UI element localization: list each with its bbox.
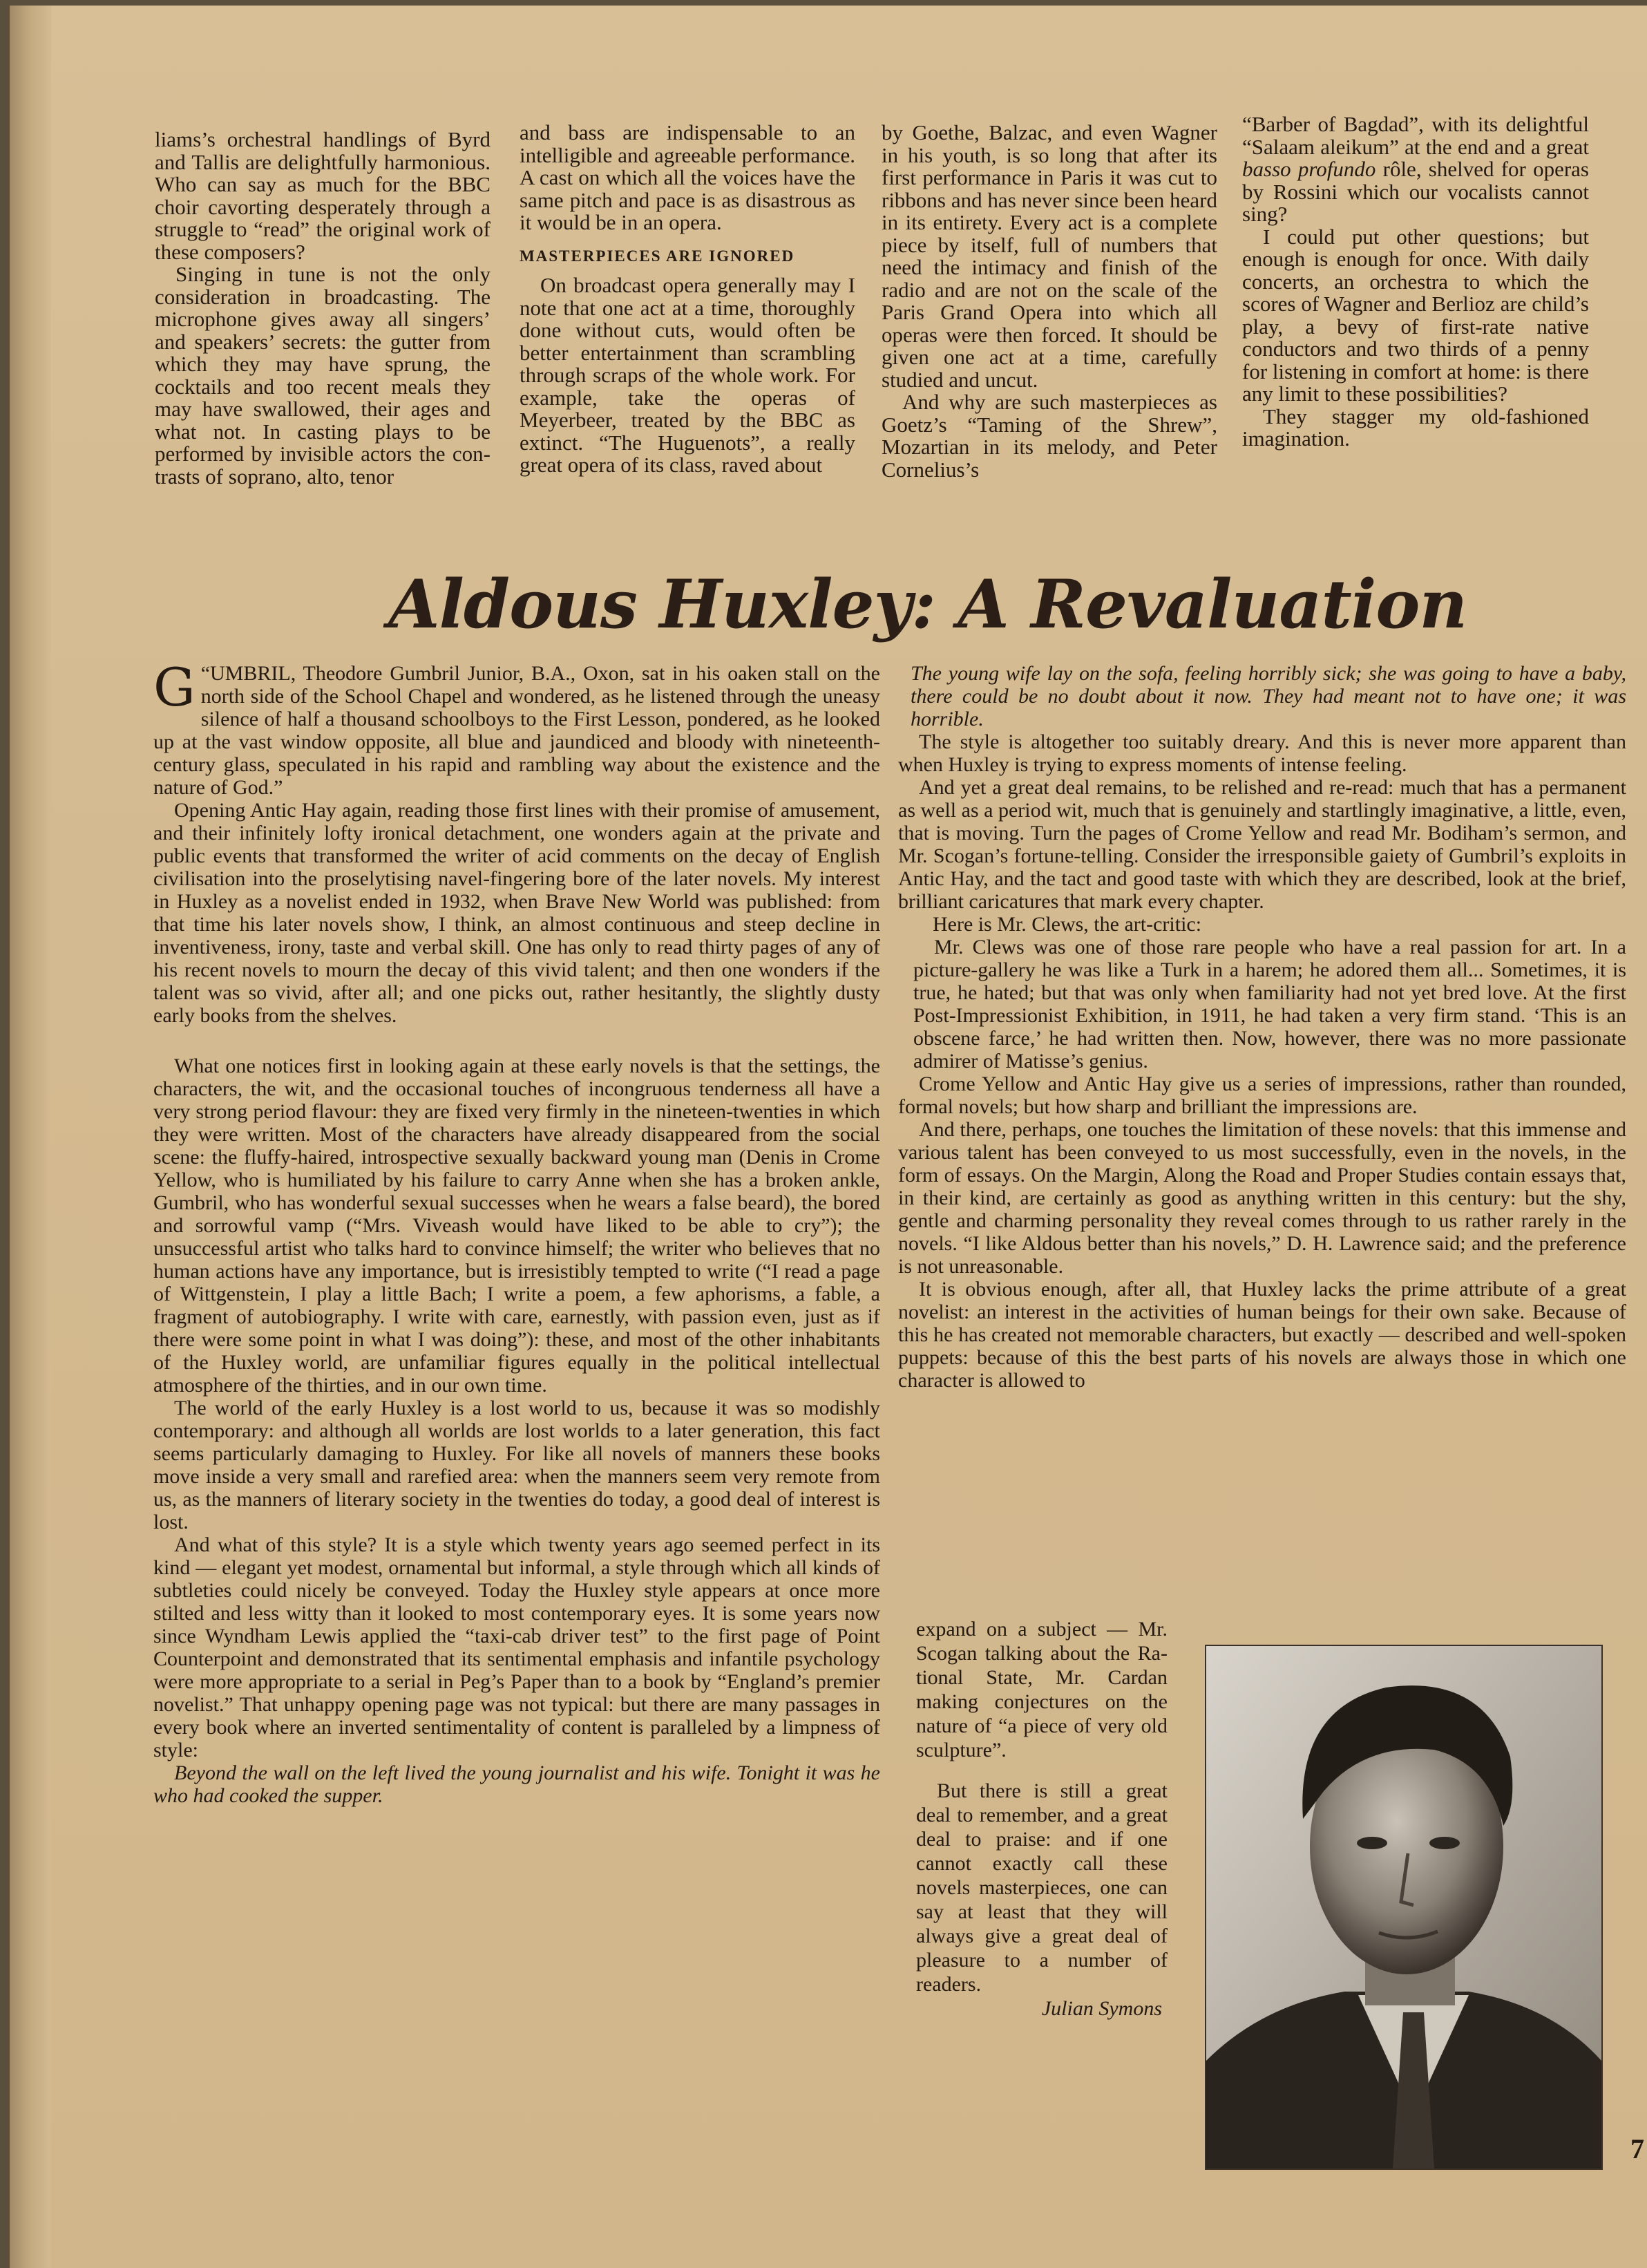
- text-run-italic: basso profundo: [1242, 157, 1376, 181]
- top-column-1: [155, 129, 491, 488]
- paragraph: liams’s orchestral handlings of Byrd and Tallis are delightfully harmonious. Who can say as much for the BBC choir cavorting desperately through a struggle to “read” the original work of these composers?: [155, 127, 491, 264]
- paragraph: Here is Mr. Clews, the art-critic:: [933, 913, 1202, 936]
- open-quote: “: [200, 662, 211, 685]
- paragraph: Singing in tune is not the only consideration in broadcasting. The microphone gives away all singers’ and speakers’ secrets: the gutter from which they may have sprung, the cocktails and too recent meals they may have swallowed, their ages and what not. In casting plays to be performed by invisible actors the contrasts of soprano, alto, tenor: [155, 262, 491, 489]
- text-run: rôle, shelved for operas by Rossini which our vocalists cannot sing?: [1242, 157, 1589, 226]
- subheading: MASTERPIECES ARE IGNORED: [520, 247, 795, 265]
- paragraph: by Goethe, Balzac, and even Wagner in his youth, is so long that after its first performance in Paris it was cut to ribbons and has never since been heard in its entirety. Every act is a complete piece by itself, full of numbers that need the intimacy and finish of the radio and are not on the scale of the Paris Grand Opera into which all operas were then forced. It should be given one act at a time, carefully studied and uncut.: [882, 120, 1217, 392]
- page-number: 7: [1630, 2133, 1644, 2164]
- paragraph: expand on a subject — Mr. Scogan talking about the Rational State, Mr. Cardan making conjectures on the nature of “a piece of very old sculpture”.: [916, 1618, 1168, 1761]
- paragraph: Opening Antic Hay again, reading those first lines with their promise of amusement, and their infinitely lofty ironical detachment, one wonders again at the private and public events that transformed the writer of acid comments on the decay of English civilisation into the proselytising navel-fingering bore of the later novels. My interest in Huxley as a novelist ended in 1932, when Brave New World was published: from that time his later novels show, I think, an almost continuous and steep decline in inventiveness, irony, taste and verbal skill. One has only to read thirty pages of any of his recent novels to mourn the decay of this vivid talent; and then one wonders if the talent was so vivid, after all; and one picks out, rather hesitantly, the slightly dusty early books from the shelves.: [153, 799, 880, 1027]
- top-column-2: [520, 122, 855, 477]
- paragraph: They stagger my old-fashioned imagination.: [1242, 404, 1589, 451]
- paragraph: The world of the early Huxley is a lost world to us, because it was so modishly contemporary: and although all worlds are lost worlds to a later generation, this fact seems particularly damaging to Huxley. For like all novels of manners these books move inside a very small and rarefied area: when the manners seem very remote from us, as the manners of literary society in the twenties do today, a good deal of interest is lost.: [153, 1397, 880, 1533]
- drop-cap: G: [153, 656, 196, 718]
- magazine-page: [10, 6, 1647, 2268]
- article-headline: Aldous Huxley: A Revaluation: [388, 565, 1467, 643]
- paragraph: And there, perhaps, one touches the limitation of these novels: that this immense and various talent has been conveyed to us most successfully, even in the novels, in the form of essays. On the Margin, Along the Road and Proper Studies contain essays that, in their kind, are certainly as good as anything written in this century: but the shy, gentle and charming personality they reveal comes through to us rather rarely in the novels. “I like Aldous better than his novels,” D. H. Lawrence said; and the preference is not unreasonable.: [898, 1118, 1626, 1278]
- paragraph: It is obvious enough, after all, that Huxley lacks the prime attribute of a great novelist: an interest in the activities of human beings for their own sake. Because of this he has created not memorable characters, but exactly — described and well-spoken puppets: because of this the best parts of his novels are always those in which one character is allowed to: [898, 1278, 1626, 1392]
- paragraph: What one notices first in looking again at these early novels is that the settings, the characters, the wit, and the occasional touches of incongruous tenderness all have a very strong period flavour: they are fixed very firmly in the nineteen-twenties in which they were written. Most of the characters have already disappeared from the social scene: the fluffy-haired, introspective sexually backward young man (Denis in Crome Yellow, who is humiliated by his failure to carry Anne when she has a broken ankle, Gumbril, who has wonderful sexual successes when he wears a false beard), the bored and sorrowful vamp (“Mrs. Viveash would have liked to be able to cry”); the unsuccessful artist who talks hard to convince himself; the writer who believes that no human actions have any importance, but is irresistibly tempted to write (“I read a page of Wittgenstein, I play a little Bach; I write a poem, a few aphorisms, a fable, a fragment of autobiography. I write with care, earnestly, with passion even, just as if there were some point in what I was doing”): these, and most of the other inhabitants of the Huxley world, are unfamiliar figures equally in the political intellectual atmosphere of the thirties, and in our own time.: [153, 1055, 880, 1397]
- article-opening-paragraph: [153, 656, 880, 799]
- text-run: “Barber of Bagdad”, with its delightful “Salaam aleikum” at the end and a great: [1242, 112, 1589, 159]
- article-left-column: [153, 656, 880, 1807]
- quoted-passage: Beyond the wall on the left lived the young journalist and his wife. Tonight it was he who had cooked the supper.: [153, 1761, 880, 1807]
- top-column-4: [1242, 113, 1589, 451]
- paragraph: And yet a great deal remains, to be relished and re-read: much that has a permanent as well as a period wit, much that is genuinely and startlingly imaginative, a little, even, that is moving. Turn the pages of Crome Yellow and read Mr. Bodiham’s sermon, and Mr. Scogan’s fortune-telling. Consider the irresponsible gaiety of Gumbril’s exploits in Antic Hay, and the tact and good taste with which they are described, look at the brief, brilliant caricatures that mark every chapter.: [898, 776, 1626, 913]
- paragraph: But there is still a great deal to remember, and a great deal to praise: and if one cannot exactly call these novels masterpieces, one can say at least that they will always give a great deal of pleasure to a number of readers.: [916, 1779, 1168, 1996]
- paragraph: And what of this style? It is a style which twenty years ago seemed perfect in its kind — elegant yet modest, ornamental but informal, a style through which all kinds of subtleties could nicely be conveyed. Today the Huxley style appears at once more stilted and less witty than it looked to most contemporary eyes. It is some years now since Wyndham Lewis applied the “taxi-cab driver test” to the first page of Point Counterpoint and demonstrated that its sentimental emphasis and infantile psychology were more appropriate to a serial in Peg’s Paper than to a book by “England’s premier novelist.” That unhappy opening page was not typical: but there are many passages in every book where an inverted sentimentality of content is paralleled by a limpness of style:: [153, 1533, 880, 1761]
- paragraph: And why are such masterpieces as Goetz’s “Taming of the Shrew”, Mozartian in its melody, and Peter Cornelius’s: [882, 390, 1217, 482]
- author-byline: Julian Symons: [1041, 1997, 1162, 2020]
- paragraph: On broadcast opera generally may I note that one act at a time, thoroughly done without cuts, would often be better entertainment than scrambling through scraps of the whole work. For example, take the operas of Meyerbeer, treated by the BBC as extinct. “The Huguenots”, a really great opera of its class, raved about: [520, 273, 855, 477]
- top-column-3: [882, 122, 1217, 481]
- article-narrow-column: [916, 1617, 1168, 2021]
- author-portrait-photo: [1205, 1645, 1603, 2170]
- paragraph: [1242, 113, 1589, 226]
- page-spine: [10, 6, 51, 2268]
- paragraph: The style is altogether too suitably dreary. And this is never more apparent than when Huxley is trying to express moments of intense feeling.: [898, 730, 1626, 776]
- portrait-image: [1206, 1646, 1601, 2168]
- paragraph: and bass are indispensable to an intelligible and agreeable performance. A cast on which all the voices have the same pitch and pace is as disastrous as it would be in an opera.: [520, 120, 855, 234]
- quoted-passage: Mr. Clews was one of those rare people who have a real passion for art. In a picture-gallery he was like a Turk in a harem; he adored them all... Sometimes, it is true, he hated; but that was only when familiarity had not yet bred love. At the first Post-Impressionist Exhibition, in 1911, he had taken a very firm stand. ‘This is an obscene farce,’ he had written then. Now, however, there was no more passionate admirer of Matisse’s genius.: [913, 936, 1626, 1072]
- quoted-passage: The young wife lay on the sofa, feeling horribly sick; she was going to have a baby, there could be no doubt about it now. They had meant not to have one; it was horrible.: [911, 662, 1626, 730]
- text-run: UMBRIL, Theodore Gumbril Junior, B.A., Oxon, sat in his oaken stall on the north side of the School Chapel and wondered, as he listened through the uneasy silence of half a thousand schoolboys to the First Lesson, pondered, as he looked up at the vast window opposite, all blue and jaundiced and bloody with nineteenth-century glass, speculated in his rapid and rambling way about the existence and the nature of God.”: [153, 662, 880, 799]
- article-right-column: [898, 662, 1626, 1392]
- paragraph: Crome Yellow and Antic Hay give us a series of impressions, rather than rounded, formal novels; but how sharp and brilliant the impressions are.: [898, 1072, 1626, 1118]
- paragraph: I could put other questions; but enough is enough for once. With daily concerts, an orchestra to which the scores of Wagner and Berlioz are child’s play, a bevy of first-rate native conductors and two thirds of a penny for listening in comfort at home: is there any limit to these possibilities?: [1242, 224, 1589, 406]
